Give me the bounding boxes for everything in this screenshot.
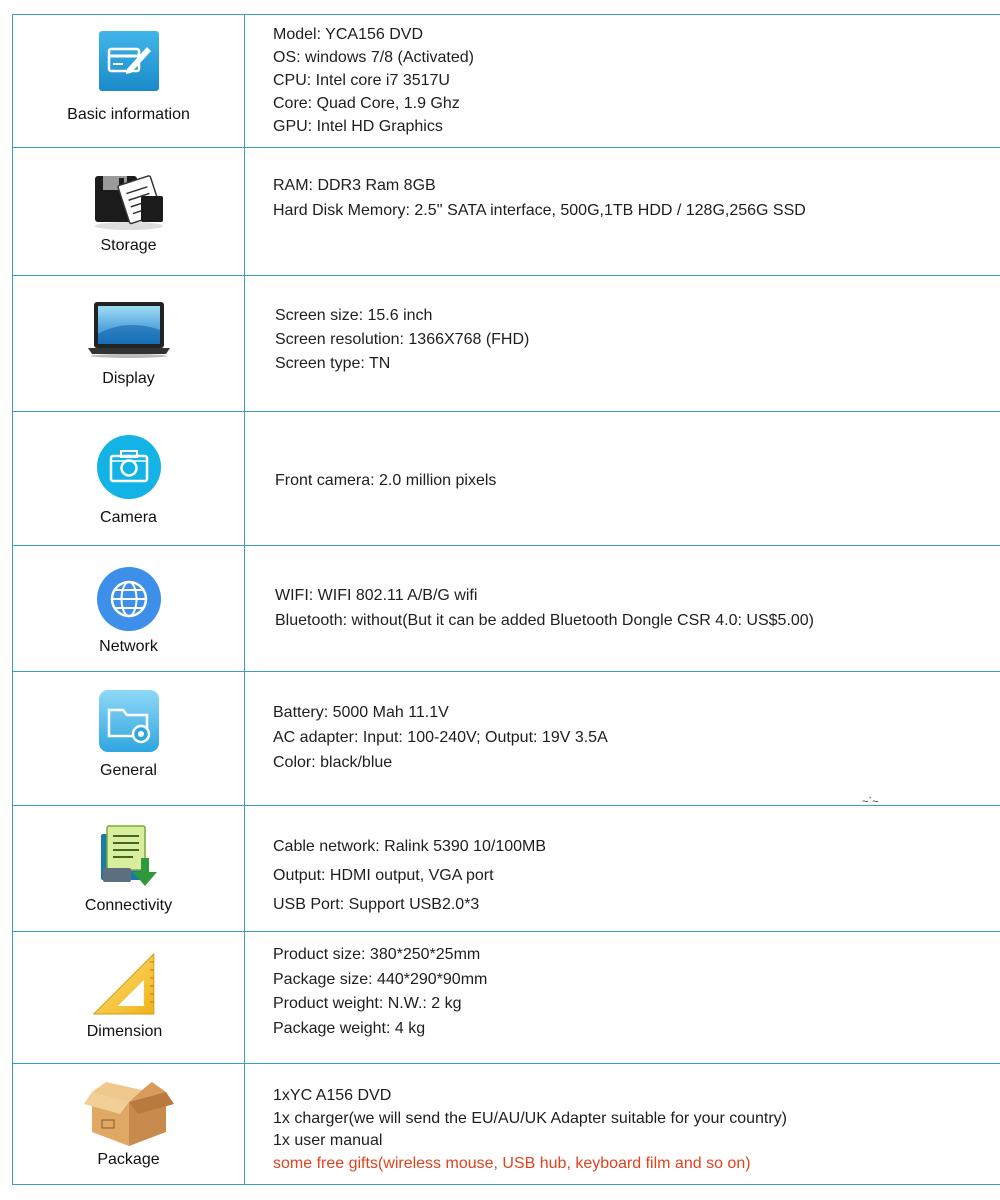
document-download-icon <box>93 822 165 894</box>
details-cell <box>245 1064 1000 1184</box>
spec-line: Front camera: 2.0 million pixels <box>275 472 497 489</box>
category-label: Storage <box>100 237 157 254</box>
category-label: General <box>100 762 157 779</box>
spec-line: Hard Disk Memory: 2.5'' SATA interface, 500G,1TB HDD / 128G,256G SSD <box>273 202 806 219</box>
details-cell <box>245 672 1000 805</box>
details-cell <box>245 412 1000 545</box>
details-cell <box>245 932 1000 1063</box>
spec-line: OS: windows 7/8 (Activated) <box>273 49 474 66</box>
spec-line: Screen type: TN <box>275 355 391 372</box>
spec-line: Color: black/blue <box>273 754 393 771</box>
spec-table <box>12 14 1000 1185</box>
details-cell <box>245 276 1000 411</box>
spec-line: Output: HDMI output, VGA port <box>273 867 494 884</box>
spec-line: RAM: DDR3 Ram 8GB <box>273 177 436 194</box>
spec-row-dimension <box>13 932 1000 1064</box>
spec-line: Product size: 380*250*25mm <box>273 946 481 963</box>
spec-row-display <box>13 276 1000 412</box>
spec-line: Screen resolution: 1366X768 (FHD) <box>275 331 530 348</box>
camera-icon <box>96 434 162 500</box>
category-label: Dimension <box>86 1023 163 1040</box>
spec-line: Model: YCA156 DVD <box>273 26 423 43</box>
spec-row-camera <box>13 412 1000 546</box>
credit-card-edit-icon <box>97 29 161 93</box>
spec-line: GPU: Intel HD Graphics <box>273 118 443 135</box>
spec-line: Product weight: N.W.: 2 kg <box>273 995 462 1012</box>
cardboard-box-icon <box>84 1080 174 1152</box>
spec-row-connectivity <box>13 806 1000 932</box>
spec-line: Core: Quad Core, 1.9 Ghz <box>273 95 460 112</box>
spec-line: AC adapter: Input: 100-240V; Output: 19V 3.5A <box>273 729 608 746</box>
category-cell <box>13 672 245 805</box>
category-cell <box>13 15 245 147</box>
spec-line: Screen size: 15.6 inch <box>275 307 433 324</box>
category-cell <box>13 546 245 671</box>
spec-row-network <box>13 546 1000 672</box>
spec-line: WIFI: WIFI 802.11 A/B/G wifi <box>275 587 478 604</box>
category-label: Camera <box>100 509 157 526</box>
category-cell <box>13 148 245 275</box>
category-cell <box>13 412 245 545</box>
details-cell <box>245 546 1000 671</box>
category-cell <box>13 932 245 1063</box>
details-cell <box>245 806 1000 931</box>
details-cell <box>245 148 1000 275</box>
spec-line: Package size: 440*290*90mm <box>273 970 488 988</box>
category-cell <box>13 276 245 411</box>
category-label: Basic information <box>67 106 190 123</box>
spec-line: Cable network: Ralink 5390 10/100MB <box>273 838 547 855</box>
spec-line: 1x charger(we will send the EU/AU/UK Adapter suitable for your country) <box>273 1109 788 1127</box>
spec-line: CPU: Intel core i7 3517U <box>273 72 450 89</box>
category-cell <box>13 806 245 931</box>
spec-row-package <box>13 1064 1000 1185</box>
free-gifts-line: some free gifts(wireless mouse, USB hub, keyboard film and so on) <box>273 1154 751 1172</box>
laptop-icon <box>86 300 172 358</box>
category-label: Network <box>99 638 158 655</box>
spec-line: 1xYC A156 DVD <box>273 1087 392 1104</box>
category-cell <box>13 1064 245 1184</box>
spec-line: Battery: 5000 Mah 11.1V <box>273 704 449 721</box>
spec-line: Package weight: 4 kg <box>273 1019 426 1037</box>
details-cell <box>245 15 1000 147</box>
globe-icon <box>96 566 162 632</box>
spec-line: Bluetooth: without(But it can be added Bluetooth Dongle CSR 4.0: US$5.00) <box>275 612 815 629</box>
category-label: Connectivity <box>84 897 173 914</box>
spec-line: USB Port: Support USB2.0*3 <box>273 896 480 913</box>
floppy-disk-icon <box>89 166 169 232</box>
stray-mark: ~`~ <box>862 796 879 808</box>
spec-row-general <box>13 672 1000 806</box>
spec-row-storage <box>13 148 1000 276</box>
folder-gear-icon <box>97 688 161 754</box>
category-label: Package <box>97 1151 160 1168</box>
spec-line: 1x user manual <box>273 1132 383 1149</box>
set-square-ruler-icon <box>89 952 159 1018</box>
spec-row-basic-information <box>13 15 1000 148</box>
category-label: Display <box>102 370 155 387</box>
